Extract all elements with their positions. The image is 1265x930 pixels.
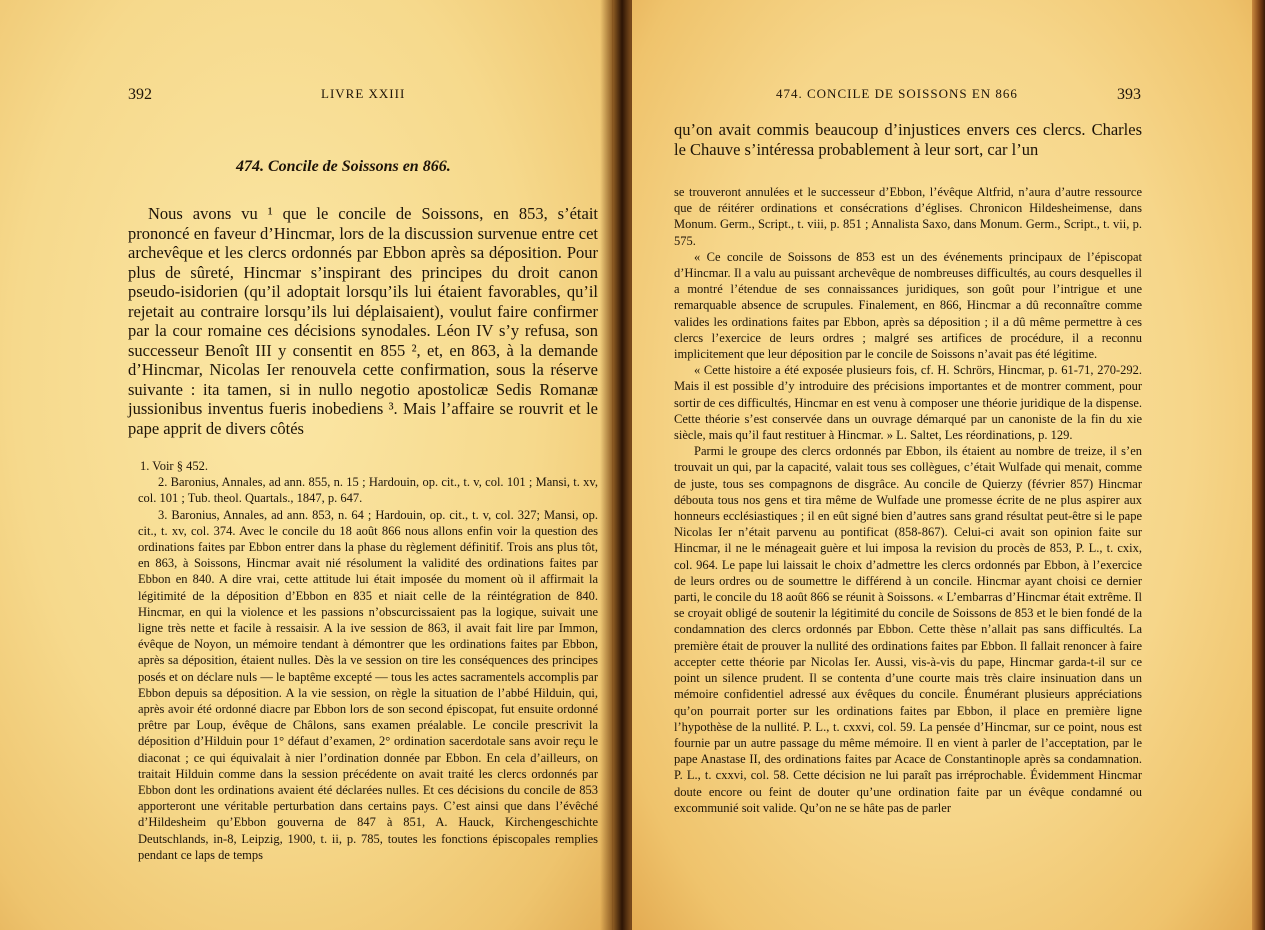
right-page (632, 0, 1257, 930)
body-paragraph: Nous avons vu ¹ que le concile de Soissons, en 853, s’était prononcé en faveur d’Hincmar, lors de la discussion survenue entre cet archevêque et les clercs ordonnés par Ebbon après sa déposition. Pour plus de sûreté, Hincmar s’inspirant des principes du droit canon pseudo-isidorien (qu’il adoptait lorsqu’ils lui étaient favorables, qu’il rejetait au contraire lorsqu’ils lui déplaisaient), voulut faire confirmer par la cour romaine ces décisions synodales. Léon IV s’y refusa, son successeur Benoît III y consentit en 855 ², et, en 863, à la demande d’Hincmar, Nicolas Ier renouvela cette confirmation, sous la réserve suivante : ita tamen, si in nullo negotio apostolicæ Sedis Romanæ jussionibus inventus fueris inobediens ³. Mais l’affaire se rouvrit et le pape apprit de divers côtés (128, 204, 598, 438)
running-head-right: 474. CONCILE DE SOISSONS EN 866 (776, 86, 1018, 101)
footnote-paragraph: « Cette histoire a été exposée plusieurs fois, cf. H. Schrörs, Hincmar, p. 61-71, 270-292. Mais il est possible d’y introduire des précisions importantes et de montrer comment, pour sortir de ces difficultés, Hincmar en est venu à composer une théorie juridique de la dispense. Cette théorie s’est conservée dans un ouvrage démarqué par un canoniste de la fin du xie siècle, mais qu’il faut restituer à Hincmar. » L. Saltet, Les réordinations, p. 129. (674, 363, 1142, 443)
footnote-3: 3. Baronius, Annales, ad ann. 853, n. 64 ; Hardouin, op. cit., t. v, col. 327; Mansi, op. cit., t. xv, col. 374. Avec le concile du 18 août 866 nous allons enfin voir la question des ordinations faites par Ebbon entrer dans la phase du règlement définitif. Trois ans plus tôt, en 863, à Soissons, Hincmar avait nié résolument la validité des ordinations faites par Ebbon en 840. A dire vrai, cette attitude lui était imposée du moment où il affirmait la légitimité de la déposition d’Ebbon en 835 et niait celle de la réintégration de 840. Hincmar, en qui la violence et les passions n’obscurcissaient pas la logique, suivait une ligne très nette et facile à ressaisir. A la ive session de 863, il avait fait lire par Immon, évêque de Noyon, un mémoire tendant à démontrer que les ordinations faites par Ebbon, après sa déposition, étaient nulles. Dès la ve session on tire les conséquences des principes posés et on déclare nuls — le baptême excepté — tous les actes sacramentels accomplis par Ebbon depuis sa déposition. A la vie session, on règle la situation de l’abbé Hilduin, qui, après avoir été ordonné diacre par Ebbon lors de son second épiscopat, fut ensuite ordonné prêtre par Loup, évêque de Châlons, sans examen préalable. Le concile prescrivit la déposition d’Hilduin pour 1° défaut d’examen, 2° ordination sacerdotale sans avoir reçu le diaconat ; ce qui équivalait à nier l’ordination donnée par Ebbon. En cela d’ailleurs, on traitait Hilduin comme dans la session précédente on avait traité les clercs ordonnés par Ebbon dont les ordinations avaient été déclarées nulles. Et ces décisions du concile de 853 apporteront une véritable perturbation dans certains pays. C’est ainsi que dans l’évêché d’Hildesheim qu’Ebbon gouverna de 847 à 851, A. Hauck, Kirchengeschichte Deutschlands, in-8, Leipzig, 1900, t. ii, p. 785, toutes les fonctions épiscopales remplies pendant ce laps de temps (138, 507, 598, 862)
footnote-continuation: se trouveront annulées et le successeur d’Ebbon, l’évêque Altfrid, n’aura d’autre ressource que de réitérer ordinations et consécrations d’églises. Chronicon Hildesheimense, dans Monum. Germ., Script., t. viii, p. 851 ; Annalista Saxo, dans Monum. Germ., Script., t. vii, p. 575. (674, 185, 1142, 248)
footnote-2: 2. Baronius, Annales, ad ann. 855, n. 15 ; Hardouin, op. cit., t. v, col. 101 ; Mansi, t. xv, col. 101 ; Tub. theol. Quartals., 1847, p. 647. (138, 475, 598, 506)
page-number-left: 392 (128, 86, 152, 103)
running-head-left: LIVRE XXIII (321, 86, 406, 101)
footnotes-left (138, 458, 598, 863)
body-text-left (128, 204, 598, 438)
book-edge (1252, 0, 1265, 930)
chapter-title: 474. Concile de Soissons en 866. (236, 158, 451, 175)
footnote-1: 1. Voir § 452. (140, 459, 208, 473)
footnote-paragraph: « Ce concile de Soissons de 853 est un des événements principaux de l’épiscopat d’Hincmar. Il a valu au puissant archevêque de nombreuses difficultés, au cours desquelles il a montré l’étendue de ses connaissances juridiques, son goût pour l’intrigue et une remarquable absence de scrupules. Finalement, en 866, Hincmar a dû reconnaître comme valides les ordinations faites par Ebbon, après sa déposition ; il a dû même permettre à ces clercs l’exercice de leurs ordres ; malgré ses artifices de procédure, il a reconnu implicitement que leur déposition par le concile de Soissons n’avait pas été légitime. (674, 249, 1142, 362)
footnotes-right (674, 184, 1142, 816)
footnote-paragraph: Parmi le groupe des clercs ordonnés par Ebbon, ils étaient au nombre de treize, il s’en trouvait un qui, par la capacité, valait tous ses collègues, c’était Wulfade qui menait, comme de juste, tous ses compagnons de disgrâce. Au concile de Quierzy (février 857) Hincmar débouta tous nos gens et tira même de Wulfade une promesse écrite de ne plus aspirer aux honneurs ecclésiastiques ; il en eût signé bien d’autres sans grand résultat peut-être si le pape Nicolas Ier n’était parvenu au pontificat (858-867). Celui-ci avait son opinion faite sur Hincmar, il ne le ménageait guère et lui imposa la revision du procès de 853, P. L., t. cxix, col. 964. Le pape lui laissait le choix d’admettre les clercs ordonnés par Ebbon, à l’exercice de leurs ordres ou de soumettre le différend à un concile. Hincmar ayant choisi ce dernier parti, le concile du 18 août 866 se réunit à Soissons. « L’embarras d’Hincmar était extrême. Il se croyait obligé de soutenir la légitimité du concile de Soissons de 853 et le bien fondé de la condamnation des clercs ordonnés par Ebbon. Cette thèse n’allait pas sans difficultés. La première était de prouver la nullité des ordinations faites par Ebbon. Il fallait renoncer à faire accepter cette théorie par Nicolas Ier. Aussi, vis-à-vis du pape, Hincmar garda-t-il sur ce point un silence prudent. Il se contenta d’une courte mais très claire insinuation dans un mémoire confidentiel adressé aux évêques du concile. Énumérant plusieurs appréciations qu’on pourrait porter sur les ordinations faites par Ebbon, il place en première ligne l’hypothèse de la nullité. P. L., t. cxxvi, col. 59. La pensée d’Hincmar, sur ce point, nous est fournie par un autre passage du même mémoire. Il en vient à parler de l’acceptation, par le pape Anastase II, des ordinations faites par Acace de Constantinople après sa condamnation. P. L., t. cxxvi, col. 58. Cette décision ne lui paraît pas irréprochable. Évidemment Hincmar doute encore ou feint de douter qu’une ordination faite par un évêque condamné ou excommunié soit valide. Qu’on ne se hâte pas de parler (674, 444, 1142, 815)
page-number-right: 393 (1117, 86, 1141, 103)
body-paragraph: qu’on avait commis beaucoup d’injustices envers ces clercs. Charles le Chauve s’intéressa probablement à leur sort, car l’un (674, 120, 1142, 159)
body-text-right (674, 120, 1142, 159)
left-page (0, 0, 612, 930)
